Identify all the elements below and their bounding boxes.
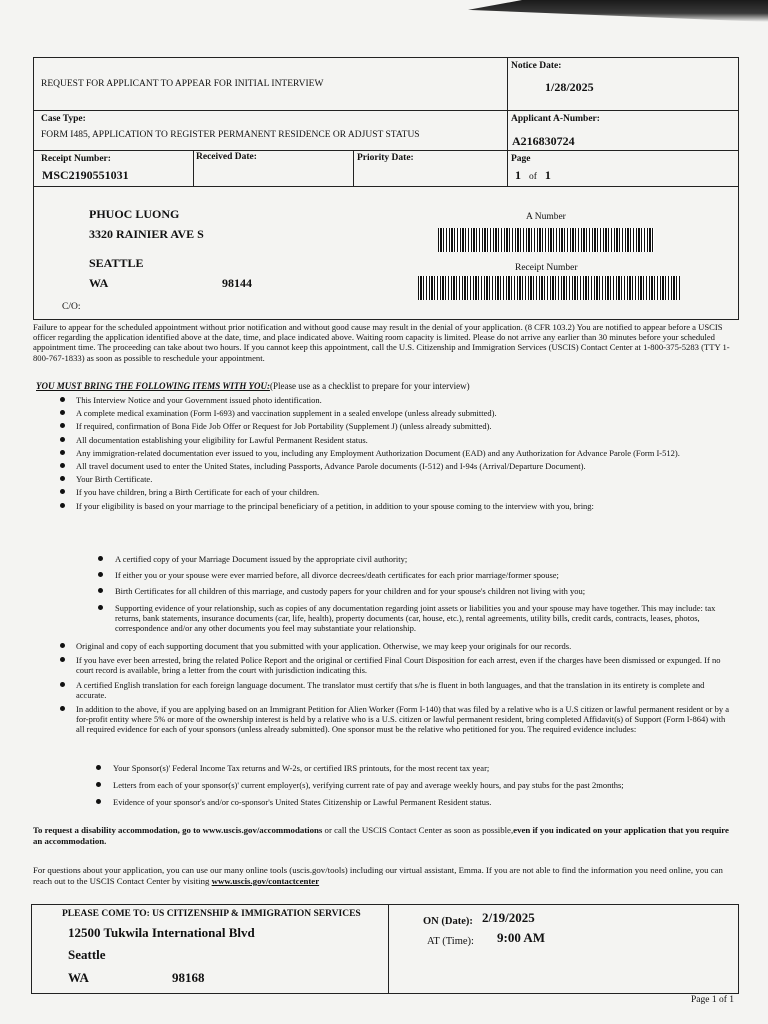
notice-date-label: Notice Date: [511, 61, 562, 71]
receipt-barcode [418, 276, 680, 300]
appointment-date-label: ON (Date): [423, 916, 473, 927]
list-item: Evidence of your sponsor's and/or co-sponsor's United States Citizenship or Lawful Permanent Resident status. [96, 797, 736, 807]
a-number-label: Applicant A-Number: [511, 114, 600, 124]
contact-center-link[interactable]: www.uscis.gov/contactcenter [211, 876, 320, 886]
page-count: 1 of 1 [515, 168, 551, 182]
appointment-heading: PLEASE COME TO: US CITIZENSHIP & IMMIGRATION SERVICES [62, 909, 361, 919]
office-state: WA [68, 970, 89, 985]
receipt-barcode-label: Receipt Number [515, 263, 578, 273]
list-item: Supporting evidence of your relationship, such as copies of any documentation regarding joint assets or liabilities you and your spouse may have together. This may include: tax returns, bank statements, insurance documents (car, life, health), property documents (car, house, etc.), rental agreements, utility bills, credit cards, contracts, leases, photos, correspondence and/or any other documents you feel may substantiate your relationship. [98, 603, 738, 634]
a-number-barcode [438, 228, 654, 252]
receipt-number: MSC2190551031 [42, 168, 129, 182]
notice-date: 1/28/2025 [545, 80, 594, 94]
disability-paragraph: To request a disability accommodation, go to www.uscis.gov/accommodations or call the USCIS Contact Center as soon as possible,even if you indicated on your application that you require an accommodation. [33, 825, 729, 846]
a-number: A216830724 [512, 134, 575, 148]
case-type: FORM I485, APPLICATION TO REGISTER PERMANENT RESIDENCE OR ADJUST STATUS [41, 130, 420, 140]
appointment-time-label: AT (Time): [427, 936, 474, 947]
list-item: If either you or your spouse were ever married before, all divorce decrees/death certificates for each prior marriage/former spouse; [98, 570, 738, 580]
list-item: Letters from each of your sponsor(s)' current employer(s), verifying current rate of pay and average weekly hours, and pay stubs for the past 2months; [96, 780, 736, 790]
checklist-heading: YOU MUST BRING THE FOLLOWING ITEMS WITH YOU:(Please use as a checklist to prepare for your interview) [36, 381, 470, 391]
receipt-number-label: Receipt Number: [41, 154, 111, 164]
list-item: Birth Certificates for all children of this marriage, and custody papers for your children and for your spouse's children not living with you; [98, 586, 738, 596]
list-item: A certified copy of your Marriage Document issued by the appropriate civil authority; [98, 554, 738, 564]
list-item: A complete medical examination (Form I-693) and vaccination supplement in a sealed envelope (unless already submitted). [60, 408, 735, 418]
list-item: If required, confirmation of Bona Fide Job Offer or Request for Job Portability (Supplement J) (unless already submitted). [60, 421, 735, 431]
list-item: All travel document used to enter the United States, including Passports, Advance Parole documents (I-512) and I-94s (Arrival/Departure Document). [60, 461, 735, 471]
appointment-time: 9:00 AM [497, 930, 546, 945]
list-item: Any immigration-related documentation ever issued to you, including any Employment Authorization Document (EAD) and any Authorization for Advance Parole (Form I-512). [60, 448, 735, 458]
list-item: This Interview Notice and your Government issued photo identification. [60, 395, 735, 405]
list-item: In addition to the above, if you are applying based on an Immigrant Petition for Alien Worker (Form I-140) that was filed by a relative who is a U.S citizen or lawful permanent resident or by a for-profit entity where 5% or more of the ownership interest is held by a relative who is a U.S. citizen or lawful permanent resident, bring completed Affidavit(s) of Support (Form I-864) with all required evidence for each of your sponsors (unless already submitted). One sponsor must be the relative who petitioned for you. The required evidence includes: [60, 704, 735, 735]
applicant-city: SEATTLE [89, 256, 144, 270]
office-zip: 98168 [172, 970, 205, 985]
header-table [33, 57, 739, 187]
applicant-name: PHUOC LUONG [89, 207, 180, 221]
intro-paragraph: Failure to appear for the scheduled appointment without prior notification and without good cause may result in the denial of your application. (8 CFR 103.2) You are notified to appear before a USCIS officer regarding the application identified above at the date, time, and place indicated above. Waiting room capacity is limited. Please do not arrive any earlier than 30 minutes before your scheduled appointment time. The proceeding can take about two hours. If you cannot keep this appointment, call the U.S. Citizenship and Immigration Services (USCIS) Contact Center at 1-800-375-5283 (TTY 1-800-767-1833) as soon as possible to reschedule your appointment. [33, 322, 730, 363]
page-label: Page [511, 154, 531, 164]
case-type-label: Case Type: [41, 114, 86, 124]
received-date-label: Received Date: [196, 152, 257, 162]
office-city: Seattle [68, 947, 106, 962]
sponsor-checklist [96, 763, 736, 808]
list-item: A certified English translation for each foreign language document. The translator must certify that s/he is fluent in both languages, and that the translation in its entirety is complete and accurate. [60, 680, 735, 700]
list-item: All documentation establishing your eligibility for Lawful Permanent Resident status. [60, 435, 735, 445]
co-label: C/O: [62, 302, 81, 312]
office-street: 12500 Tukwila International Blvd [68, 925, 255, 940]
list-item: If you have ever been arrested, bring the related Police Report and the original or certified Final Court Disposition for each arrest, even if the charges have been dismissed or expunged. If no court record is available, bring a letter from the court with jurisdiction indicating this. [60, 655, 735, 675]
priority-date-label: Priority Date: [357, 153, 414, 163]
list-item: Your Sponsor(s)' Federal Income Tax returns and W-2s, or certified IRS printouts, for the most recent tax year; [96, 763, 736, 773]
list-item: If your eligibility is based on your marriage to the principal beneficiary of a petition, in addition to your spouse coming to the interview with you, bring: [60, 501, 735, 511]
list-item: Original and copy of each supporting document that you submitted with your application. Otherwise, we may keep your originals for our records. [60, 641, 735, 651]
checklist [60, 395, 735, 511]
applicant-street: 3320 RAINIER AVE S [89, 227, 204, 241]
appointment-date: 2/19/2025 [482, 910, 535, 925]
questions-paragraph: For questions about your application, you can use our many online tools (uscis.gov/tools) including our virtual assistant, Emma. If you are not able to find the information you need online, you can reach out to the USCIS Contact Center by visiting www.uscis.gov/contactcenter [33, 865, 723, 886]
footer-page-number: Page 1 of 1 [691, 995, 735, 1005]
marriage-checklist [98, 554, 738, 633]
checklist-continued [60, 641, 735, 735]
a-number-barcode-label: A Number [526, 212, 566, 222]
notice-title: REQUEST FOR APPLICANT TO APPEAR FOR INITIAL INTERVIEW [41, 79, 324, 89]
applicant-zip: 98144 [222, 276, 252, 290]
list-item: If you have children, bring a Birth Certificate for each of your children. [60, 487, 735, 497]
list-item: Your Birth Certificate. [60, 474, 735, 484]
applicant-state: WA [89, 276, 109, 290]
